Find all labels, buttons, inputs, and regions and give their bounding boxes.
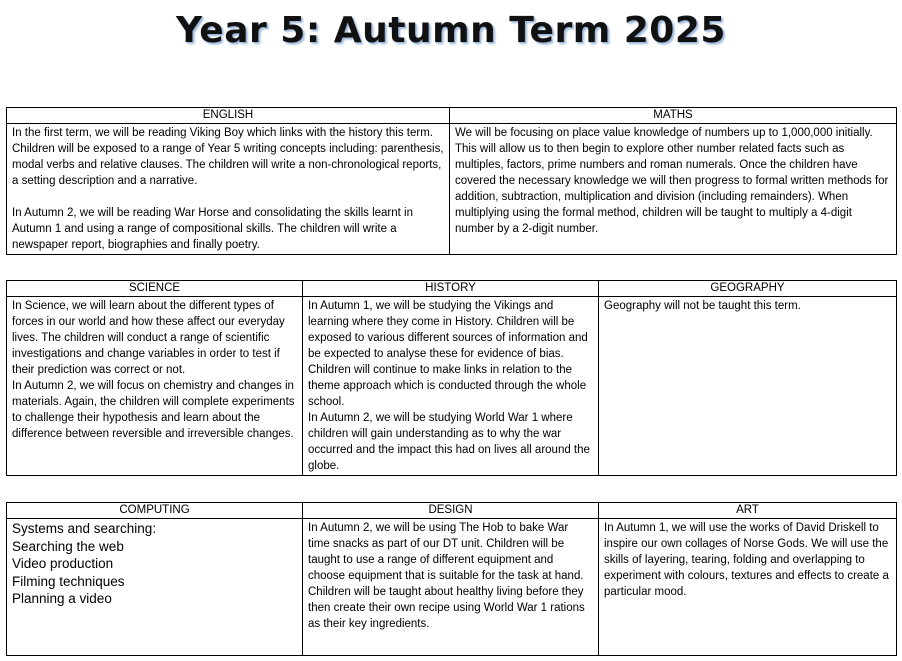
art-heading: ART (599, 503, 897, 519)
geography-heading: GEOGRAPHY (599, 281, 897, 297)
geography-text: Geography will not be taught this term. (599, 297, 897, 476)
science-text: In Science, we will learn about the different types of forces in our world and how these affect our everyday lives. The children will conduct a range of scientific investigations and change variables in order to test if their prediction was correct or not. In Autumn 2, we will focus on chemistry and changes in materials. Again, the children will complete experiments to challenge their hypothesis and learn about the difference between reversible and irreversible changes. (7, 297, 303, 476)
maths-text: We will be focusing on place value knowledge of numbers up to 1,000,000 initially. This will allow us to then begin to explore other number related facts such as multiples, factors, prime numbers and roman numerals. Once the children have covered the necessary knowledge we will then progress to formal written methods for addition, subtraction, multiplication and division (including remainders). When multiplying using the formal method, children will be taught to multiply a 4-digit number by a 2-digit number. (450, 124, 897, 255)
art-text: In Autumn 1, we will use the works of David Driskell to inspire our own collages of Norse Gods. We will use the skills of layering, tearing, folding and overlapping to experiment with colours, textures and effects to create a particular mood. (599, 519, 897, 656)
history-text: In Autumn 1, we will be studying the Vikings and learning where they come in History. Children will be exposed to various different sources of information and be expected to analyse these for evidence of bias. Children will continue to make links in relation to the theme approach which is conducted through the whole school. In Autumn 2, we will be studying World War 1 where children will gain understanding as to why the war occurred and the impact this had on lives all around the globe. (303, 297, 599, 476)
english-text: In the first term, we will be reading Viking Boy which links with the history this term. Children will be exposed to a range of Year 5 writing concepts including: parenthesis, modal verbs and relative clauses. The children will write a non-chronological reports, a setting description and a narrative. In Autumn 2, we will be reading War Horse and consolidating the skills learnt in Autumn 1 and using a range of compositional skills. The children will write a newspaper report, biographies and finally poetry. (7, 124, 450, 255)
page-title: Year 5: Autumn Term 2025 (176, 10, 726, 51)
humanities-table (6, 280, 897, 476)
computing-heading: COMPUTING (7, 503, 303, 519)
history-heading: HISTORY (303, 281, 599, 297)
maths-heading: MATHS (450, 108, 897, 124)
design-text: In Autumn 2, we will be using The Hob to bake War time snacks as part of our DT unit. Children will be taught to use a range of different equipment and choose equipment that is suitable for the task at hand. Children will be taught about healthy living before they then create their own recipe using World War 1 rations as their key ingredients. (303, 519, 599, 656)
core-subjects-table (6, 107, 897, 255)
computing-text: Systems and searching: Searching the web Video production Filming techniques Planning a video (7, 519, 303, 656)
english-heading: ENGLISH (7, 108, 450, 124)
science-heading: SCIENCE (7, 281, 303, 297)
foundation-subjects-table (6, 502, 897, 656)
design-heading: DESIGN (303, 503, 599, 519)
